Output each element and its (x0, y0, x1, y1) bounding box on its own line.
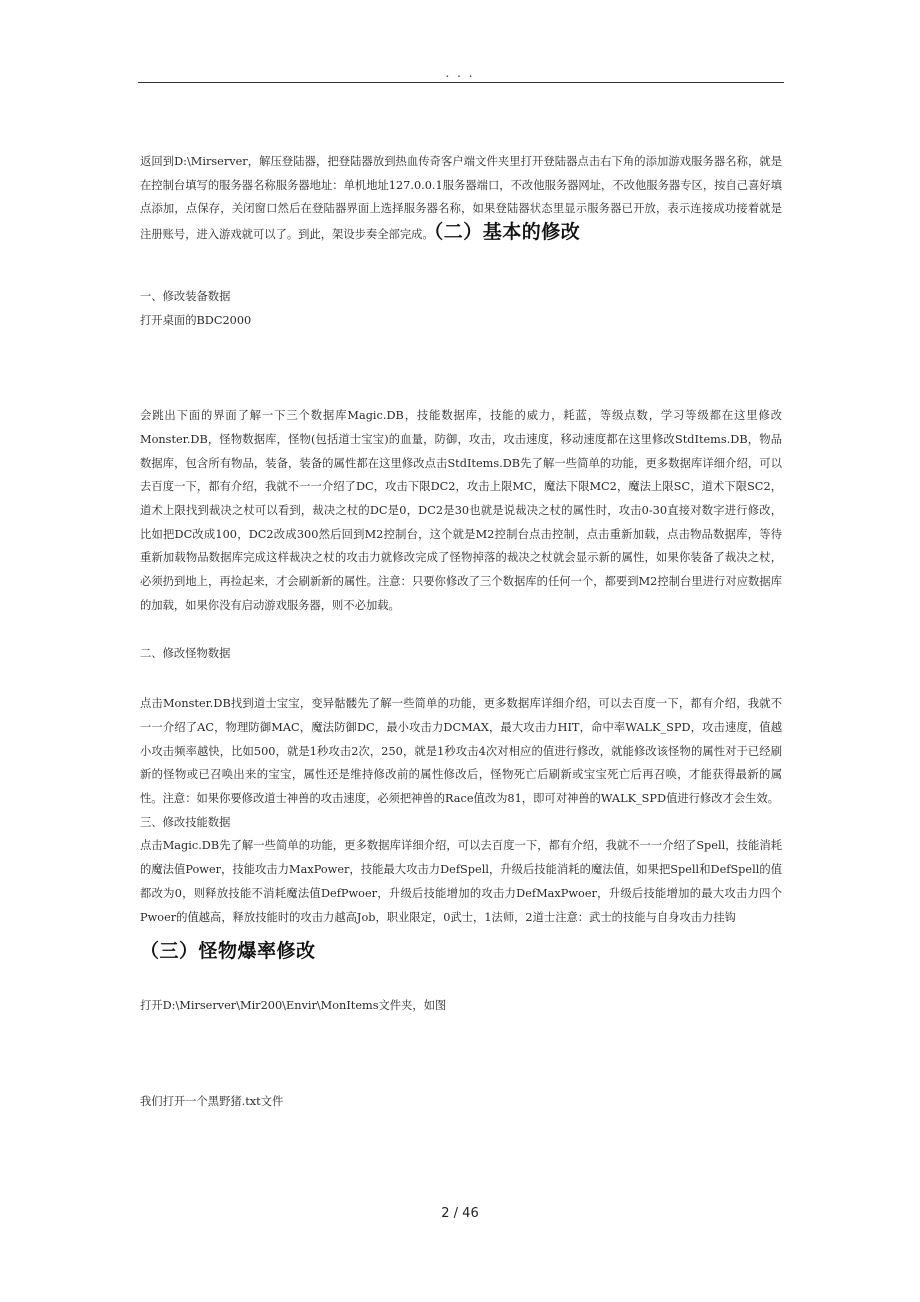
section-heading-drop-rate: （三）怪物爆率修改 (140, 940, 316, 963)
monster-paragraph: 点击Monster.DB找到道士宝宝，变异骷髅先了解一些简单的功能，更多数据库详细介绍，可以去百度一下，都有介绍，我就不一一介绍了AC，物理防御MAC，魔法防御DC，最小攻击力DCMAX，最大攻击力HIT，命中率WALK_SPD，攻击速度，值越小攻击频率越快，比如500，就是1秒攻击2次，250，就是1秒攻击4次对相应的值进行修改，就能修改该怪物的属性对于已经刷新的怪物或已召唤出来的宝宝，属性还是维持修改前的属性修改后，怪物死亡后刷新或宝宝死亡后再召唤，才能获得最新的属性。注意：如果你要修改道士神兽的攻击速度，必须把神兽的Race值改为81，即可对神兽的WALK_SPD值进行修改才会生效。 (140, 697, 782, 806)
section-title-monster: 二、修改怪物数据 (140, 646, 231, 660)
spacer (140, 618, 782, 642)
open-bdc-line: 打开桌面的BDC2000 (140, 313, 252, 327)
page-number: 2 / 46 (441, 1206, 479, 1221)
section-title-equipment: 一、修改装备数据 (140, 289, 231, 303)
header-marks: . . . (445, 66, 475, 80)
document-body (140, 150, 782, 1114)
skill-paragraph: 点击Magic.DB先了解一些简单的功能，更多数据库详细介绍，可以去百度一下，都有介绍，我就不一一介绍了Spell，技能消耗的魔法值Power，技能攻击力MaxPower，技能最大攻击力DefSpell，升级后技能消耗的魔法值，如果把Spell和DefSpell的值都改为0，则释放技能不消耗魔法值DefPwoer，升级后技能增加的攻击力DefMaxPwoer，升级后技能增加的最大攻击力四个Pwoer的值越高，释放技能时的攻击力越高Job，职业限定，0武士，1法师，2道士注意：武士的技能与自身攻击力挂钩 (140, 839, 782, 924)
header-rule (138, 82, 784, 83)
image-placeholder (140, 1018, 782, 1090)
spacer (140, 976, 782, 994)
section-title-skill: 三、修改技能数据 (140, 815, 231, 829)
spacer (140, 247, 782, 285)
image-placeholder (140, 665, 782, 692)
equipment-paragraph: 会跳出下面的界面了解一下三个数据库Magic.DB，技能数据库，技能的威力，耗蓝，等级点数，学习等级都在这里修改Monster.DB，怪物数据库，怪物(包括道士宝宝)的血量，防御，攻击，攻击速度，移动速度都在这里修改StdItems.DB，物品数据库，包含所有物品，装备，装备的属性都在这里修改点击StdItems.DB先了解一些简单的功能，更多数据库详细介绍，可以去百度一下，都有介绍，我就不一一介绍了DC，攻击下限DC2，攻击上限MC，魔法下限MC2，魔法上限SC，道术下限SC2，道术上限找到裁决之杖可以看到，裁决之杖的DC是0，DC2是30也就是说裁决之杖的属性时，攻击0-30直接对数字进行修改，比如把DC改成100，DC2改成300然后回到M2控制台，这个就是M2控制台点击控制，点击重新加载，点击物品数据库，等待重新加载物品数据库完成这样裁决之杖的攻击力就修改完成了怪物掉落的裁决之杖就会显示新的属性，如果你装备了裁决之杖，必须扔到地上，再捡起来，才会刷新新的属性。注意：只要你修改了三个数据库的任何一个，都要到M2控制台里进行对应数据库的加载，如果你没有启动游戏服务器，则不必加载。 (140, 409, 782, 612)
image-placeholder (140, 332, 782, 404)
section-heading-basic-modify: （二）基本的修改 (433, 221, 581, 244)
section-heading-drop-rate-line (140, 929, 782, 976)
open-file-line: 我们打开一个黑野猪.txt文件 (140, 1094, 284, 1108)
monitems-path-line: 打开D:\Mirserver\Mir200\Envir\MonItems文件夹，如图 (140, 999, 447, 1013)
intro-text: 返回到D:\Mirserver，解压登陆器，把登陆器放到热血传奇客户端文件夹里打开登陆器点击右下角的添加游戏服务器名称，就是在控制台填写的服务器名称服务器地址：单机地址127.0.0.1服务器端口，不改他服务器网址，不改他服务器专区，按自己喜好填点添加，点保存，关闭窗口然后在登陆器界面上选择服务器名称，如果登陆器状态里显示服务器已开放，表示连接成功接着就是注册账号，进入游戏就可以了。到此，架设步奏全部完成。 (140, 155, 782, 242)
intro-paragraph (140, 150, 782, 247)
